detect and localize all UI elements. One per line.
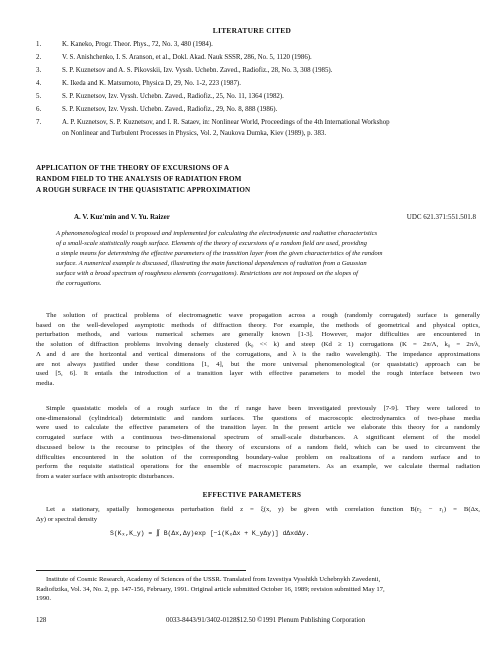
journal-page: LITERATURE CITED 1. K. Kaneko, Progr. Theor. Phys., 72, No. 3, 480 (1984). 2. V. S. Anishchenko, I. S. Aranson, et al., Dokl. Akad. Nauk SSSR, 286, No. 5, 1120 (1986). 3. S. P. Kuznetsov and A. S. Pikovskii, Izv. Vyssh. Uchebn. Zaved., Radiofiz., 28, No. 3, 308 (1985). 4. K. Ikeda and K. Matsumoto, Physica D, 29, No. 1-2, 223 (1987). 5. S. P. Kuznetsov, Izv. Vyssh. Uchebn. Zaved., Radiofiz., 25, No. 11, 1364 (1982). 6. S. P. Kuznetsov, Izv. Vyssh. Uchebn. Zaved., Radiofiz., 29, No. 8, 888 (1986). 7. A. P. Kuznetsov, S. P. Kuznetsov, and I. R. Sataev, in: Nonlinear World, Proceedings of the 4th International Workshop on Nonlinear and Turbulent Processes in Physics, Vol. 2, Naukova Dumka, Kiev (1989), p. 383. APPLICATION OF THE THEORY OF EXCURSIONS OF A RANDOM FIELD TO THE ANALYSIS OF RADIATION FROM A ROUGH SURFACE IN THE QUASISTATIC APPROXIMATION A. V. Kuz'min and V. Yu. Raizer UDC 621.371:551.501.8 A phenomenological model is proposed and implemented for calculating the electrodynamic and radiative characteristics of a small-scale statistically rough surface. Elements of the theory of excursions of a random field are used, providing a simple means for determining the effective parameters of the transition layer from the given characteristics of the random surface. A numerical example is discussed, illustrating the main functional dependences of radiation from a Gaussian surface with a broad spectrum of roughness elements (corrugations). Restrictions are not imposed on the slopes of the corrugations. The solution of practical problems of electromagnetic wave propagation across a rough (randomly corrugated) surface is generally based on the well-developed asymptotic methods of diffraction theory. For example, the methods of geometrical and physical optics, perturbation methods, and various numerical schemes are generally known [1-3]. However, major difficulties are encountered in the solution of diffraction problems involving densely clustered (k₀ << k) and steep (Kd ≥ 1) corrugations (K = 2π/Λ, k₀ = 2π/λ, Λ and d are the horizontal and vertical dimensions of the corrugations, and λ is the radio wavelength). The impedance approximations are not always justified under these conditions [1, 4], but the more universal phenomenological (or quasistatic) approach can be used [5, 6]. It entails the introduction of a transition layer with effective parameters to model the rough interface between two media. Simple quasistatic models of a rough surface in the rf range have been investigated previously [7-9]. They were tailored to one-dimensional (cylindrical) deterministic and random surfaces. The questions of macroscopic electrodynamics of two-phase media were used to calculate the effective parameters of the transition layer. In the present article we elaborate this theory for a randomly corrugated surface with a continuous two-dimensional spectrum of small-scale disturbances. A significant element of the model discussed below is the recourse to principles of the theory of excursions of a random field, which can be used to circumvent the difficulties encountered in the solution of the corresponding boundary-value problem on realizations of a random surface and to perform the requisite statistical operations for the ensemble of macroscopic parameters. As an example, we calculate thermal radiation from a water surface with anisotropic disturbances. EFFECTIVE PARAMETERS Let a stationary, spatially homogeneous perturbation field z = ξ(x, y) be given with correlation function B(r₂ − r₁) = B(Δx, Δy) or spectral density S(Kₓ,K_y) = ∬ B(Δx,Δy)exp [−i(KₓΔx + K_yΔy)] dΔxdΔy. Institute of Cosmic Research, Academy of Sciences of the USSR. Translated from Izvestiya Vysshikh Uchebnykh Zavedenii, Radiofizika, Vol. 34, No. 2, pp. 147-156, February, 1991. Original article submitted October 16, 1989; revision submitted May 17, 1990. 128 0033-8443/91/3402-0128$12.50 ©1991 Plenum Publishing Corporation [0, 0, 504, 645]
article-abstract: A phenomenological model is proposed and implemented for calculating the electrodynamic and radiative characteristics of a small-scale statistically rough surface. Elements of the theory of excursions of a random field are used, providing a simple means for determining the effective parameters of the transition layer from the given characteristics of the random surface. A numerical example is discussed, illustrating the main functional dependences of radiation from a Gaussian surface with a broad spectrum of roughness elements (corrugations). Restrictions are not imposed on the slopes of the corrugations. [56, 230, 383, 288]
copyright-line: 0033-8443/91/3402-0128$12.50 ©1991 Plenum Publishing Corporation [166, 617, 366, 624]
body-paragraph-2: Simple quasistatic models of a rough surface in the rf range have been investigated previously [7-9]. They were tailored to one-dimensional (cylindrical) deterministic and random surfaces. The questions of macroscopic electrodynamics of two-phase media were used to calculate the effective parameters of the transition layer. In the present article we elaborate this theory for a randomly corrugated surface with a continuous two-dimensional spectrum of small-scale disturbances. A significant element of the model discussed below is the recourse to principles of the theory of excursions of a random field, which can be used to circumvent the difficulties encountered in the solution of the corresponding boundary-value problem on realizations of a random surface and to perform the requisite statistical operations for the ensemble of macroscopic parameters. As an example, we calculate thermal radiation from a water surface with anisotropic disturbances. [36, 405, 480, 480]
body-paragraph-1: The solution of practical problems of electromagnetic wave propagation across a rough (randomly corrugated) surface is generally based on the well-developed asymptotic methods of diffraction theory. For example, the methods of geometrical and physical optics, perturbation methods, and various numerical schemes are generally known [1-3]. However, major difficulties are encountered in the solution of diffraction problems involving densely clustered (k₀ << k) and steep (Kd ≥ 1) corrugations (K = 2π/Λ, k₀ = 2π/λ, Λ and d are the horizontal and vertical dimensions of the corrugations, and λ is the radio wavelength). The impedance approximations are not always justified under these conditions [1, 4], but the more universal phenomenological (or quasistatic) approach can be used [5, 6]. It entails the introduction of a transition layer with effective parameters to model the rough interface between two media. [36, 312, 480, 387]
body-paragraph-3: Let a stationary, spatially homogeneous perturbation field z = ξ(x, y) be given with correlation function B(r₂ − r₁) = B(Δx, Δy) or spectral density [36, 506, 480, 523]
footnote: Institute of Cosmic Research, Academy of Sciences of the USSR. Translated from Izvestiya Vysshikh Uchebnykh Zavedenii, Radiofizika, Vol. 34, No. 2, pp. 147-156, February, 1991. Original article submitted October 16, 1989; revision submitted May 17, 1990. [36, 576, 385, 603]
footnote-divider [36, 570, 246, 571]
spectral-density-equation: S(Kₓ,K_y) = ∬ B(Δx,Δy)exp [−i(KₓΔx + K_yΔy)] dΔxdΔy. [110, 530, 310, 537]
section-heading: EFFECTIVE PARAMETERS [202, 491, 302, 499]
article-title: APPLICATION OF THE THEORY OF EXCURSIONS OF A RANDOM FIELD TO THE ANALYSIS OF RADIATION FROM A ROUGH SURFACE IN THE QUASISTATIC APPROXIMATION [36, 164, 251, 195]
literature-cited-heading: LITERATURE CITED [212, 26, 292, 35]
article-authors: A. V. Kuz'min and V. Yu. Raizer [74, 213, 170, 221]
page-number: 128 [36, 617, 47, 624]
udc-code: UDC 621.371:551.501.8 [406, 213, 476, 221]
